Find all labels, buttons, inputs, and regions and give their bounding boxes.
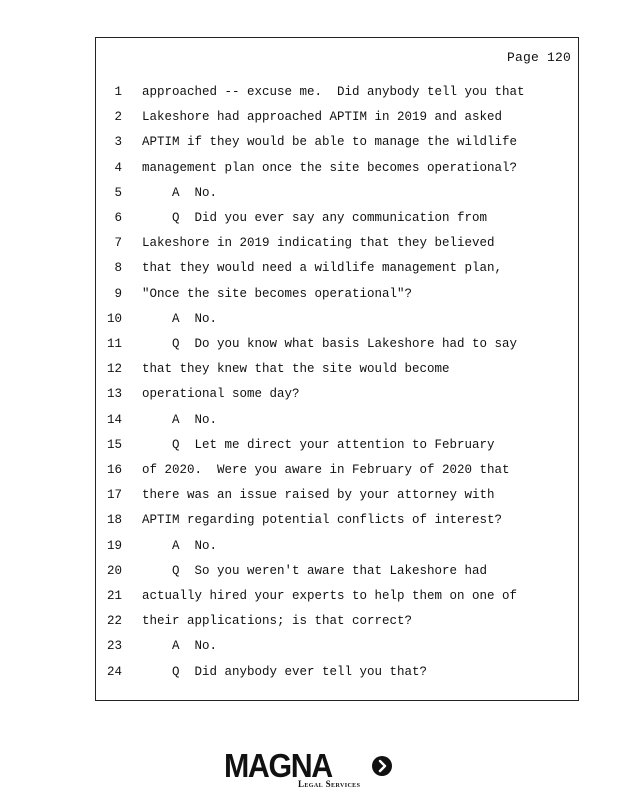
line-text: Q Did you ever say any communication from [142, 211, 488, 225]
transcript-line [96, 609, 578, 634]
line-number: 2 [114, 110, 122, 125]
line-number: 7 [114, 236, 122, 251]
line-number: 22 [106, 614, 122, 629]
transcript-line [96, 433, 578, 458]
line-text: A No. [142, 412, 218, 427]
line-number: 13 [106, 387, 122, 402]
line-text: Q Let me direct your attention to February [142, 437, 495, 452]
line-text: approached -- excuse me. Did anybody tell you that [142, 85, 525, 99]
page-number: Page 120 [506, 50, 571, 65]
transcript-line [96, 559, 578, 584]
line-text: Q Did anybody ever tell you that? [142, 664, 428, 679]
line-number: 10 [106, 311, 122, 326]
line-number: 11 [106, 337, 122, 351]
line-number: 3 [114, 135, 122, 150]
line-number: 23 [106, 639, 122, 654]
line-text: A No. [142, 639, 218, 654]
line-text: A No. [142, 185, 218, 200]
line-number: 4 [114, 160, 122, 175]
transcript-page [95, 37, 579, 701]
line-number: 8 [114, 261, 122, 276]
line-number: 20 [106, 563, 122, 578]
line-number: 17 [106, 488, 122, 503]
line-number: 19 [106, 538, 122, 553]
line-number: 14 [106, 412, 122, 427]
transcript-line [96, 105, 578, 130]
logo-subtitle: Legal Services [298, 779, 361, 789]
line-number: 1 [114, 85, 122, 99]
line-number: 21 [106, 589, 122, 603]
line-text: "Once the site becomes operational"? [142, 286, 413, 301]
line-text: of 2020. Were you aware in February of 2020 that [142, 463, 510, 477]
line-text: operational some day? [142, 387, 300, 402]
line-number: 16 [106, 463, 122, 477]
line-text: that they knew that the site would become [142, 362, 450, 377]
transcript-line [96, 408, 578, 433]
transcript-line [96, 458, 578, 483]
line-number: 15 [106, 437, 122, 452]
transcript-line [96, 130, 578, 155]
line-text: Q Do you know what basis Lakeshore had to say [142, 337, 518, 351]
transcript-line [96, 483, 578, 508]
chevron-right-circle-icon [372, 756, 392, 776]
line-text: Lakeshore in 2019 indicating that they believed [142, 236, 495, 251]
transcript-line [96, 634, 578, 659]
line-number: 5 [114, 185, 122, 200]
transcript-line [96, 206, 578, 231]
transcript-line [96, 181, 578, 206]
line-text: actually hired your experts to help them on one of [142, 589, 518, 603]
line-number: 18 [106, 513, 122, 528]
line-text: A No. [142, 538, 218, 553]
magna-logo [224, 748, 404, 794]
logo-wordmark: MAGNA [224, 747, 332, 784]
line-number: 12 [106, 362, 122, 377]
transcript-line [96, 231, 578, 256]
transcript-line [96, 660, 578, 685]
line-text: management plan once the site becomes operational? [142, 160, 518, 175]
transcript-line [96, 256, 578, 281]
transcript-line [96, 282, 578, 307]
transcript-line [96, 332, 578, 357]
transcript-line [96, 307, 578, 332]
line-text: that they would need a wildlife management plan, [142, 261, 503, 276]
transcript-line [96, 80, 578, 105]
line-text: there was an issue raised by your attorney with [142, 488, 495, 503]
transcript-line [96, 508, 578, 533]
line-number: 6 [114, 211, 122, 225]
line-text: Q So you weren't aware that Lakeshore had [142, 563, 488, 578]
line-number: 24 [106, 664, 122, 679]
line-text: Lakeshore had approached APTIM in 2019 and asked [142, 110, 503, 125]
transcript-line [96, 156, 578, 181]
transcript-line [96, 382, 578, 407]
line-text: APTIM if they would be able to manage the wildlife [142, 135, 518, 150]
transcript-line [96, 534, 578, 559]
line-text: A No. [142, 311, 218, 326]
line-number: 9 [114, 286, 122, 301]
transcript-line [96, 357, 578, 382]
line-text: their applications; is that correct? [142, 614, 413, 629]
line-text: APTIM regarding potential conflicts of interest? [142, 513, 503, 528]
transcript-line [96, 584, 578, 609]
